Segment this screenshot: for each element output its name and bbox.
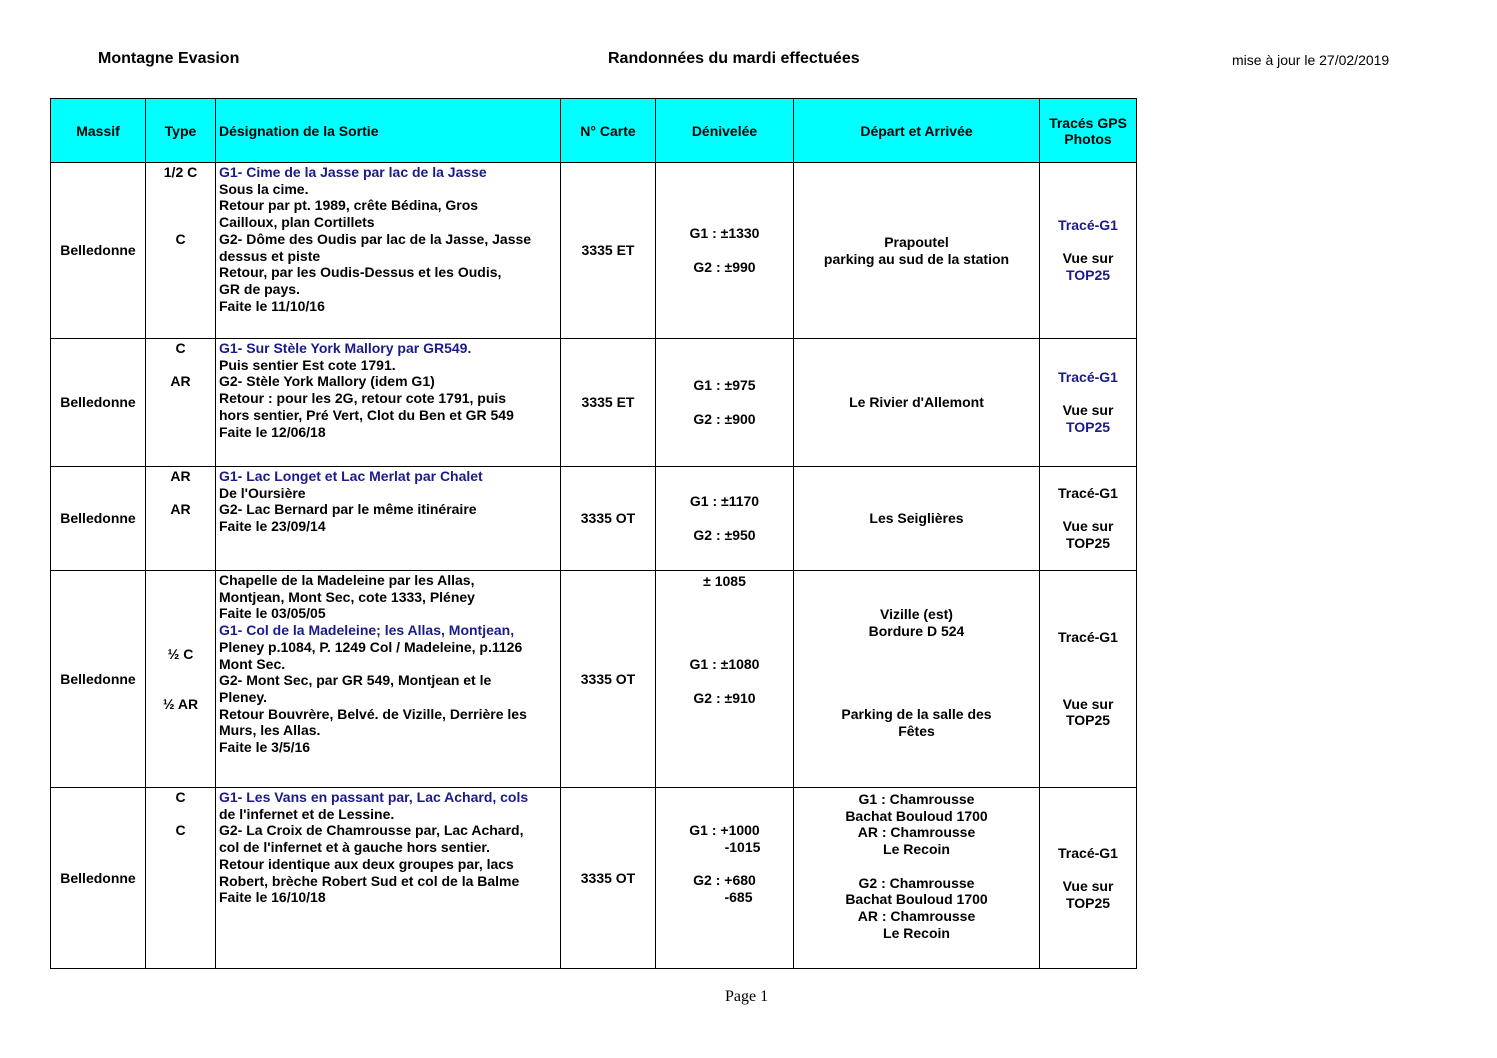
type-g2: ½ AR: [162, 696, 199, 713]
designation-line: Retour, par les Oudis-Dessus et les Oudis,: [219, 264, 502, 281]
denivelee-g2: G2 : ±990: [693, 258, 756, 275]
designation-line: hors sentier, Pré Vert, Clot du Ben et GR 549: [219, 406, 514, 423]
gps-cell: [1040, 571, 1137, 788]
designation-line[interactable]: G1- Cime de la Jasse par lac de la Jasse: [219, 164, 487, 180]
depart-line: Fêtes: [898, 722, 935, 739]
page-number: Page 1: [725, 988, 769, 1005]
designation-line: Montjean, Mont Sec, cote 1333, Pléney: [219, 588, 475, 605]
type-g1: C: [175, 340, 186, 356]
type-cell: [146, 339, 216, 467]
type-g2: C: [175, 230, 186, 247]
page-title: Randonnées du mardi effectuées: [608, 50, 860, 67]
designation-line: Retour Bouvrère, Belvé. de Vizille, Derrière les: [219, 705, 527, 722]
gps-track-link[interactable]: Tracé-G1: [1058, 844, 1118, 861]
depart-cell: Les Seiglières: [794, 467, 1040, 571]
view-label: Vue sur: [1062, 695, 1114, 712]
designation-line: De l'Oursière: [219, 484, 306, 501]
depart-line: Le Recoin: [883, 924, 950, 941]
gps-cell: [1040, 339, 1137, 467]
designation-line: Mont Sec.: [219, 655, 286, 672]
depart-line: Bachat Bouloud 1700: [845, 807, 988, 824]
massif-cell: Belledonne: [51, 163, 146, 339]
denivelee-cell: [656, 788, 794, 969]
designation-line: Puis sentier Est cote 1791.: [219, 356, 396, 373]
depart-cell: Le Rivier d'Allemont: [794, 339, 1040, 467]
depart-line: Prapoutel: [884, 233, 949, 250]
type-g2: AR: [170, 373, 191, 390]
denivelee-g1: G1 : ±1080: [689, 656, 760, 673]
massif-cell: Belledonne: [51, 788, 146, 969]
gps-track-link[interactable]: Tracé-G1: [1058, 217, 1118, 234]
col-gps: [1040, 99, 1137, 163]
designation-line[interactable]: G1- Lac Longet et Lac Merlat par Chalet: [219, 468, 483, 484]
denivelee-total: ± 1085: [703, 573, 746, 589]
denivelee-cell: [656, 467, 794, 571]
col-type: Type: [146, 99, 216, 163]
hikes-table: [50, 98, 1137, 969]
carte-cell: 3335 OT: [561, 467, 656, 571]
denivelee-g1: G1 : ±975: [693, 377, 756, 394]
denivelee-g2: G2 : ±900: [693, 410, 756, 427]
designation-line: Faite le 03/05/05: [219, 605, 326, 622]
top25-link[interactable]: TOP25: [1065, 712, 1111, 729]
col-carte: N° Carte: [561, 99, 656, 163]
designation-line: G2- Lac Bernard par le même itinéraire: [219, 501, 477, 518]
type-g1: C: [175, 789, 186, 805]
designation-line: Retour par pt. 1989, crête Bédina, Gros: [219, 197, 479, 214]
designation-line: Robert, brèche Robert Sud et col de la Balme: [219, 872, 520, 889]
designation-line: Retour : pour les 2G, retour cote 1791, puis: [219, 390, 507, 407]
denivelee-g2: G2 : +680: [693, 872, 756, 889]
table-row: [51, 339, 1137, 467]
col-photos-label: Photos: [1064, 130, 1112, 147]
depart-line: Le Recoin: [883, 841, 950, 858]
gps-track-link[interactable]: Tracé-G1: [1058, 485, 1118, 502]
type-g2: C: [175, 822, 186, 839]
gps-track-link[interactable]: Tracé-G1: [1058, 369, 1118, 386]
designation-line[interactable]: G1- Col de la Madeleine; les Allas, Montjean,: [219, 622, 515, 639]
designation-line: G2- La Croix de Chamrousse par, Lac Achard,: [219, 822, 524, 839]
denivelee-cell: [656, 339, 794, 467]
table-header-row: [51, 99, 1137, 163]
view-label: Vue sur: [1062, 402, 1114, 419]
designation-line: de l'infernet et de Lessine.: [219, 805, 395, 822]
view-label: Vue sur: [1062, 518, 1114, 535]
depart-line: G1 : Chamrousse: [858, 791, 975, 807]
designation-line: Cailloux, plan Cortillets: [219, 214, 375, 231]
designation-line: col de l'infernet et à gauche hors sentier.: [219, 839, 490, 856]
designation-line: Faite le 12/06/18: [219, 423, 326, 440]
designation-cell: [216, 571, 561, 788]
view-label: Vue sur: [1062, 250, 1114, 267]
designation-line: Faite le 3/5/16: [219, 739, 311, 756]
col-massif: Massif: [51, 99, 146, 163]
designation-line: Pleney p.1084, P. 1249 Col / Madeleine, p.1126: [219, 638, 523, 655]
carte-cell: 3335 OT: [561, 571, 656, 788]
carte-cell: 3335 ET: [561, 163, 656, 339]
designation-line: dessus et piste: [219, 247, 321, 264]
type-g1: AR: [170, 468, 191, 484]
org-name: Montagne Evasion: [98, 50, 240, 67]
designation-line: Faite le 23/09/14: [219, 518, 326, 535]
depart-cell: [794, 163, 1040, 339]
designation-cell: [216, 788, 561, 969]
type-g1: ½ C: [167, 646, 194, 663]
denivelee-g1: G1 : ±1330: [689, 225, 760, 242]
massif-cell: Belledonne: [51, 467, 146, 571]
depart-line: AR : Chamrousse: [857, 907, 976, 924]
carte-cell: 3335 ET: [561, 339, 656, 467]
designation-line: G2- Stèle York Mallory (idem G1): [219, 373, 435, 390]
view-label: Vue sur: [1062, 877, 1114, 894]
denivelee-g2: G2 : ±950: [693, 526, 756, 543]
designation-line: G2- Mont Sec, par GR 549, Montjean et le: [219, 672, 492, 689]
denivelee-g1: G1 : +1000: [689, 822, 760, 838]
depart-line: parking au sud de la station: [823, 250, 1010, 267]
designation-line[interactable]: G1- Sur Stèle York Mallory par GR549.: [219, 340, 472, 356]
top25-link[interactable]: TOP25: [1065, 894, 1111, 911]
depart-line: Parking de la salle des: [841, 706, 992, 723]
gps-cell: [1040, 163, 1137, 339]
type-cell: [146, 571, 216, 788]
type-cell: [146, 788, 216, 969]
top25-link[interactable]: TOP25: [1065, 535, 1111, 552]
designation-line: Murs, les Allas.: [219, 722, 321, 739]
col-designation: Désignation de la Sortie: [216, 99, 561, 163]
designation-cell: [216, 339, 561, 467]
col-gps-label: Tracés GPS: [1049, 114, 1127, 131]
table-row: [51, 163, 1137, 339]
gps-cell: [1040, 788, 1137, 969]
depart-line: Bachat Bouloud 1700: [845, 891, 988, 908]
depart-line: Bordure D 524: [868, 622, 965, 639]
designation-line: G2- Dôme des Oudis par lac de la Jasse, Jasse: [219, 230, 532, 247]
denivelee-g1: G1 : ±1170: [689, 493, 760, 510]
type-g2: AR: [170, 501, 191, 518]
table-row: [51, 571, 1137, 788]
designation-cell: [216, 467, 561, 571]
designation-line: Faite le 11/10/16: [219, 297, 325, 314]
designation-line: Faite le 16/10/18: [219, 889, 326, 906]
gps-cell: [1040, 467, 1137, 571]
designation-line[interactable]: G1- Les Vans en passant par, Lac Achard, cols: [219, 789, 529, 805]
col-denivelee: Dénivelée: [656, 99, 794, 163]
depart-line: Vizille (est): [880, 606, 953, 622]
massif-cell: Belledonne: [51, 339, 146, 467]
gps-track-link[interactable]: Tracé-G1: [1058, 628, 1118, 645]
top25-link[interactable]: TOP25: [1065, 267, 1111, 284]
denivelee-g1-down: -1015: [724, 838, 761, 855]
massif-cell: Belledonne: [51, 571, 146, 788]
type-cell: [146, 163, 216, 339]
designation-line: Pleney.: [219, 688, 267, 705]
denivelee-g2-down: -685: [724, 888, 753, 905]
designation-line: GR de pays.: [219, 280, 300, 297]
carte-cell: 3335 OT: [561, 788, 656, 969]
update-date: mise à jour le 27/02/2019: [1232, 52, 1390, 68]
type-cell: [146, 467, 216, 571]
denivelee-cell: [656, 571, 794, 788]
table-row: [51, 467, 1137, 571]
denivelee-g2: G2 : ±910: [693, 689, 756, 706]
denivelee-cell: [656, 163, 794, 339]
top25-link[interactable]: TOP25: [1065, 419, 1111, 436]
col-depart: Départ et Arrivée: [794, 99, 1040, 163]
depart-cell: [794, 571, 1040, 788]
type-g1: 1/2 C: [163, 164, 198, 180]
table-row: [51, 788, 1137, 969]
designation-cell: [216, 163, 561, 339]
depart-line: G2 : Chamrousse: [858, 874, 975, 891]
designation-line: Sous la cime.: [219, 180, 309, 197]
designation-line: Chapelle de la Madeleine par les Allas,: [219, 572, 475, 588]
depart-line: AR : Chamrousse: [857, 824, 976, 841]
designation-line: Retour identique aux deux groupes par, lacs: [219, 855, 514, 872]
depart-cell: [794, 788, 1040, 969]
